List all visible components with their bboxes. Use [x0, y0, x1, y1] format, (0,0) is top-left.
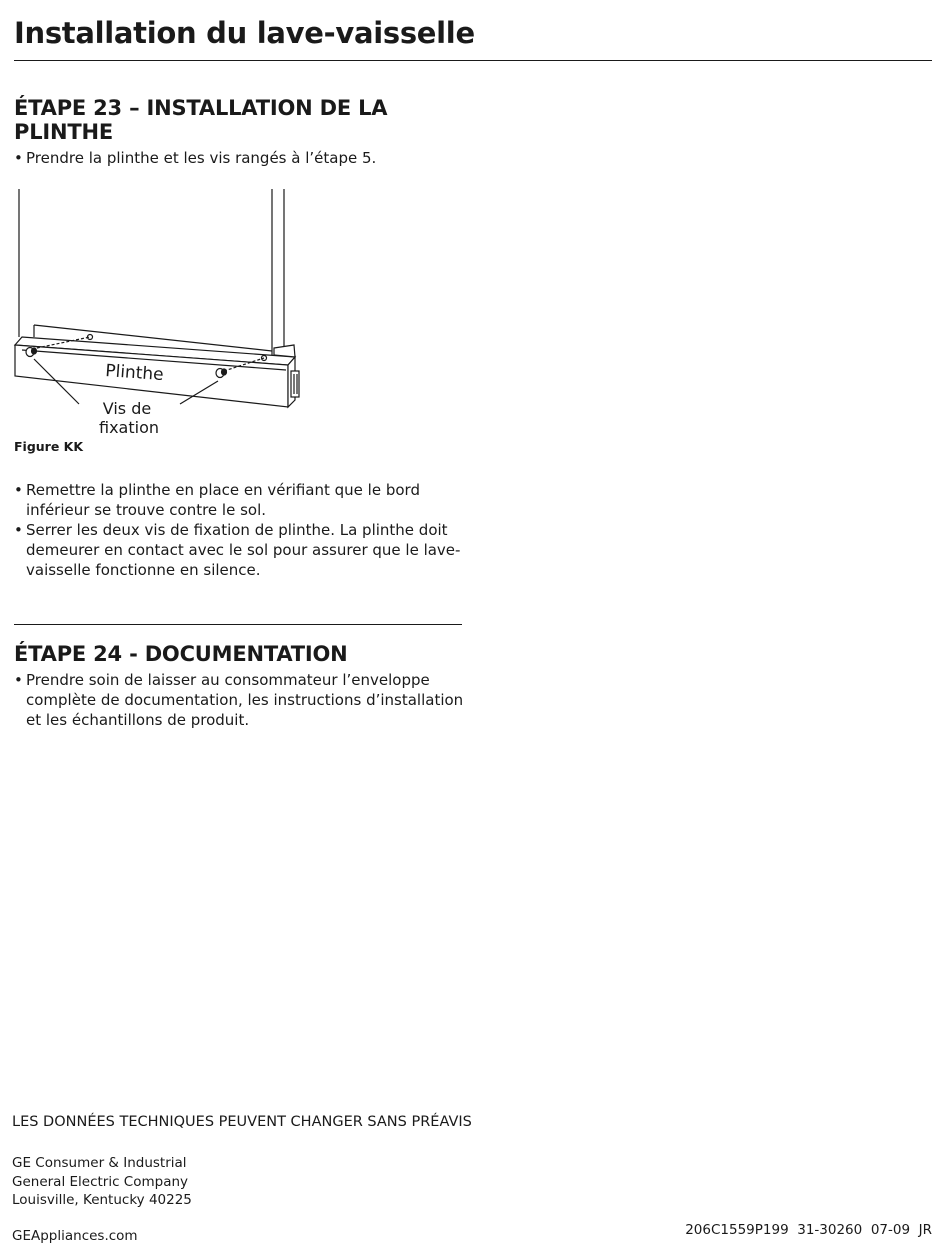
company-address: [12, 1154, 192, 1210]
figure-caption: Figure KK: [14, 439, 84, 454]
screw-label-line1: Vis de: [102, 399, 152, 418]
step-24-bullets: [14, 670, 464, 730]
document-code: 206C1559P199 31-30260 07-09 JR: [685, 1222, 932, 1238]
bullet-item: • Prendre la plinthe et les vis rangés à l’étape 5.: [14, 148, 464, 168]
bullet-item: • Prendre soin de laisser au consommateur l’enveloppe complète de documentation, les instructions d’installation et les échantillons de produit.: [14, 670, 464, 730]
dishwasher-body: [19, 189, 284, 355]
address-line: General Electric Company: [12, 1173, 189, 1190]
website-link[interactable]: GEAppliances.com: [12, 1228, 138, 1244]
after-figure-instructions: [14, 480, 464, 580]
step-23-section: [14, 96, 464, 168]
section-divider: [14, 624, 462, 625]
specification-notice: LES DONNÉES TECHNIQUES PEUVENT CHANGER SANS PRÉAVIS: [12, 1114, 472, 1130]
bullet-item: • Remettre la plinthe en place en vérifiant que le bord inférieur se trouve contre le sol.: [14, 480, 464, 520]
after-figure-bullets: [14, 480, 464, 580]
address-line: GE Consumer & Industrial: [12, 1155, 187, 1171]
step-23-heading: ÉTAPE 23 – INSTALLATION DE LA PLINTHE: [14, 96, 388, 144]
screw-label-line2: fixation: [99, 418, 159, 437]
bullet-item: • Serrer les deux vis de fixation de plinthe. La plinthe doit demeurer en contact avec le sol pour assurer que le lave-vaisselle fonctionne en silence.: [14, 520, 464, 580]
step-24-section: [14, 642, 464, 730]
toe-kick-illustration: [10, 185, 310, 445]
plinthe-label: Plinthe: [104, 361, 165, 386]
step-24-heading: ÉTAPE 24 - DOCUMENTATION: [14, 642, 348, 666]
title-divider: [14, 60, 932, 61]
address-line: Louisville, Kentucky 40225: [12, 1192, 192, 1208]
page-title: Installation du lave-vaisselle: [14, 16, 475, 50]
step-23-bullets: [14, 148, 464, 168]
